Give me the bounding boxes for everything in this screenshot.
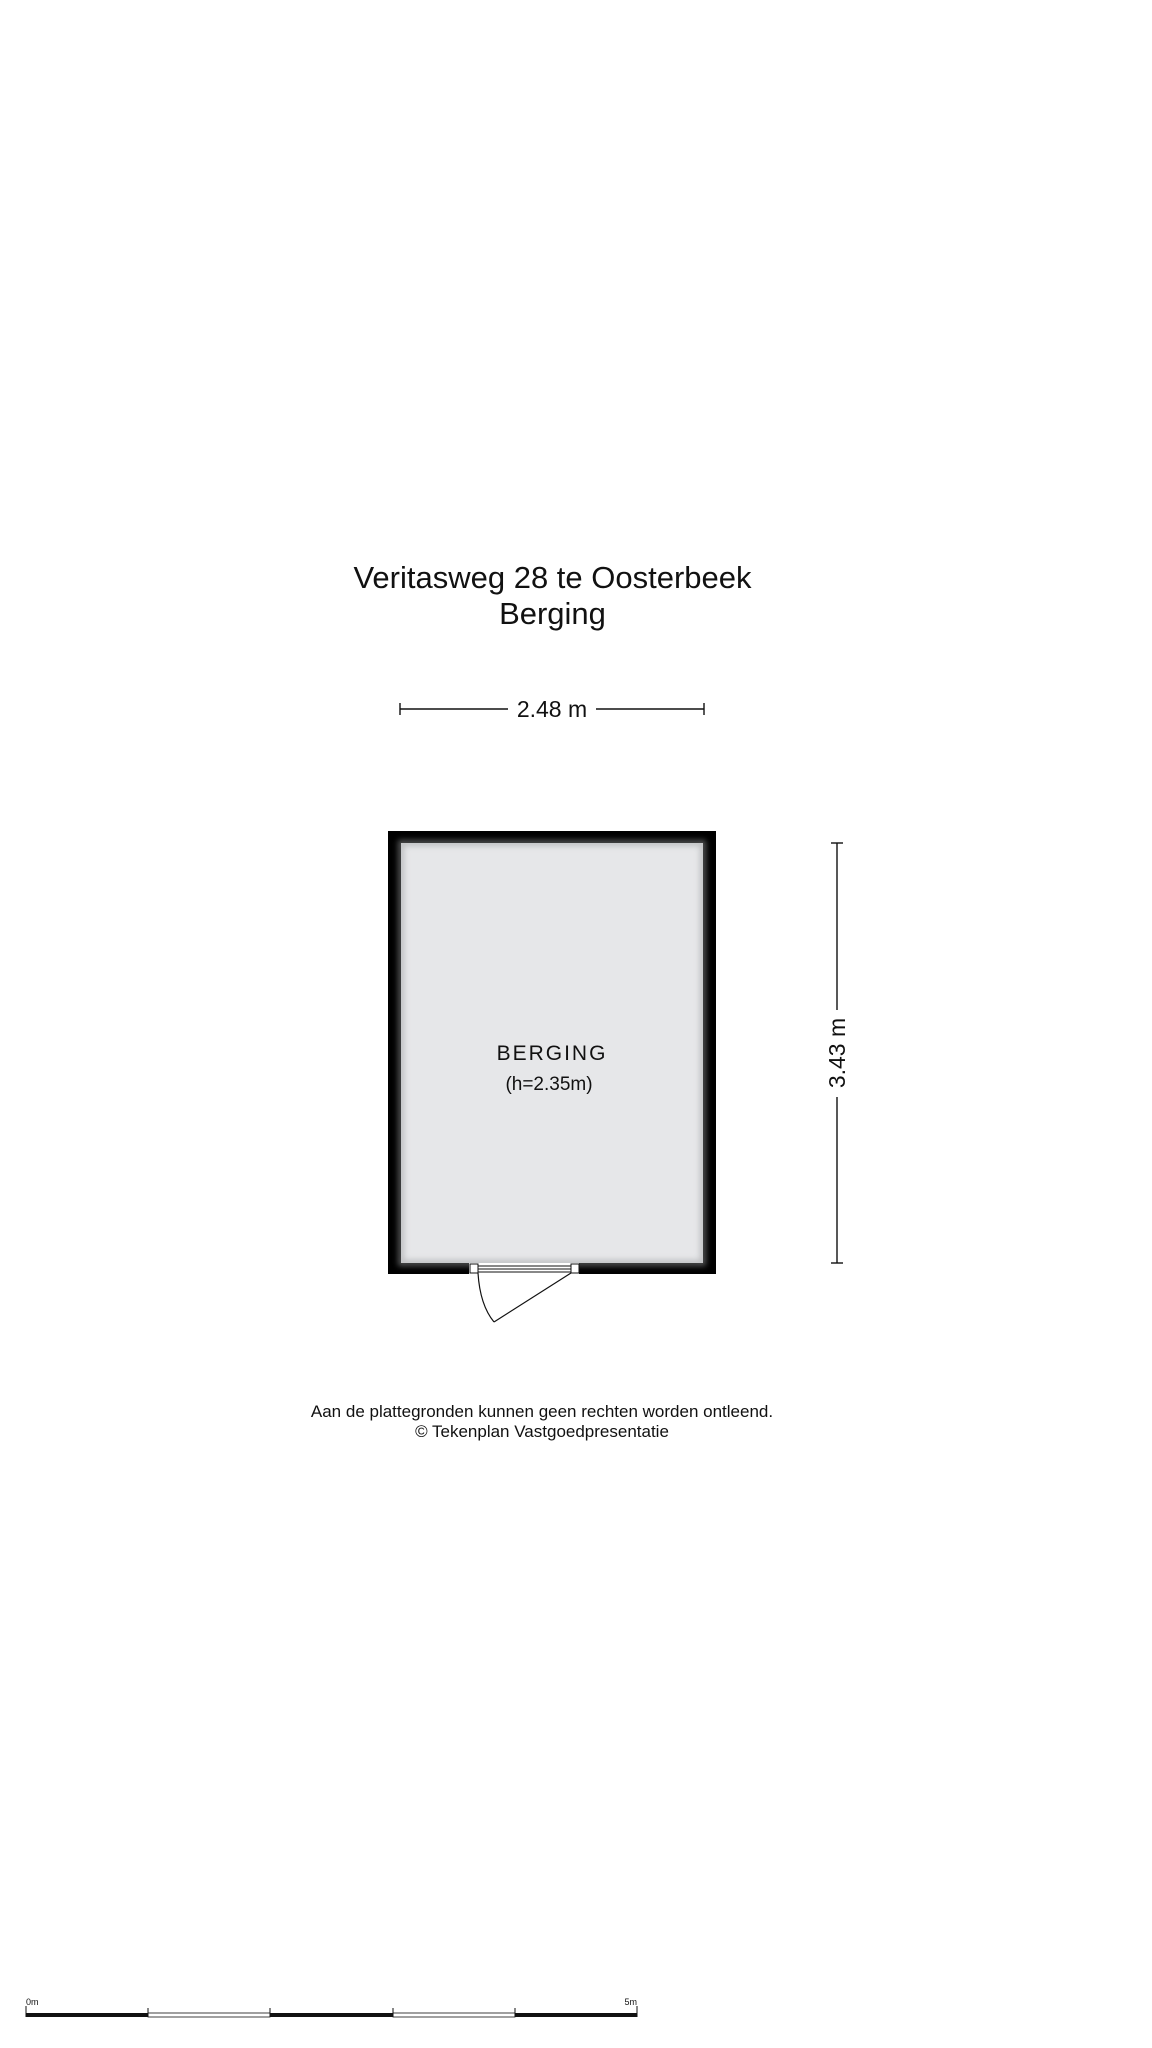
door-jamb-left	[470, 1264, 478, 1273]
door-jamb-right	[571, 1264, 579, 1273]
scale-bar	[26, 1997, 637, 2017]
scale-start-label: 0m	[26, 1997, 39, 2007]
scale-segment-3	[270, 2013, 393, 2017]
disclaimer-text: Aan de plattegronden kunnen geen rechten worden ontleend.	[310, 1402, 774, 1421]
scale-segment-1	[26, 2013, 148, 2017]
copyright-text: © Tekenplan Vastgoedpresentatie	[415, 1422, 669, 1441]
room-berging	[388, 831, 716, 1274]
room-label: BERGING	[496, 1042, 608, 1065]
depth-dimension-label: 3.43 m	[824, 1017, 850, 1089]
plan-title-floor: Berging	[499, 596, 606, 631]
plan-title-address: Veritasweg 28 te Oosterbeek	[353, 560, 752, 595]
scale-segment-2	[148, 2013, 270, 2017]
scale-end-label: 5m	[624, 1997, 637, 2007]
width-dimension	[400, 696, 704, 722]
door	[469, 1263, 579, 1322]
room-height-label: (h=2.35m)	[505, 1074, 593, 1095]
depth-dimension	[824, 843, 850, 1263]
door-swing-arc	[478, 1273, 494, 1322]
width-dimension-label: 2.48 m	[516, 696, 588, 722]
door-leaf	[494, 1273, 571, 1322]
scale-segment-4	[393, 2013, 515, 2017]
scale-segment-5	[515, 2013, 637, 2017]
